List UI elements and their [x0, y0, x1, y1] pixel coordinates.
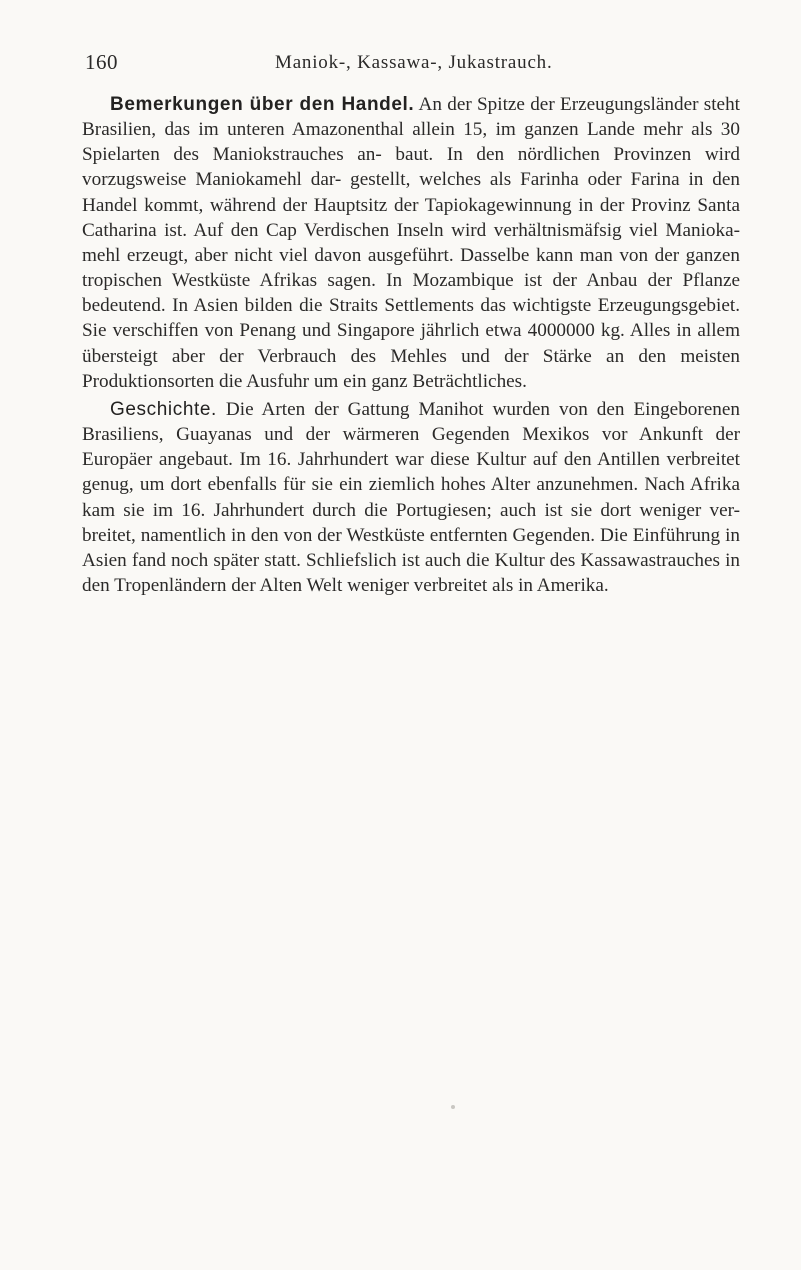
paragraph-trade: [82, 92, 740, 394]
paragraph-history: [82, 397, 740, 598]
running-title: Maniok-, Kassawa-, Jukastrauch.: [275, 52, 553, 73]
running-head: [85, 50, 745, 80]
paragraph-trade-text: An der Spitze der Erzeugungsländer steht Brasilien, das im unteren Amazonenthal allein 15, im ganzen Lande mehr als 30 Spielarten des Maniokstrauches an- baut. In den nördlichen Provinzen wird vorzugsweise Maniokamehl dar- gestellt, welches als Farinha oder Farina in den Handel kommt, während der Hauptsitz der Tapiokagewinnung in der Provinz Santa Catharina ist. Auf den Cap Verdischen Inseln wird verhältnismäfsig viel Manioka- mehl erzeugt, aber nicht viel davon ausgeführt. Dasselbe kann man von der ganzen tropischen Westküste Afrikas sagen. In Mozambique ist der Anbau der Pflanze bedeutend. In Asien bilden die Straits Settlements das wichtigste Erzeugungsgebiet. Sie verschiffen von Penang und Singapore jährlich etwa 4000000 kg. Alles in allem übersteigt aber der Verbrauch des Mehles und der Stärke an den meisten Produktionsorten die Ausfuhr um ein ganz Beträchtliches.: [82, 94, 740, 392]
section-heading-trade: Bemerkungen über den Handel.: [110, 94, 415, 115]
page-number: 160: [85, 50, 118, 74]
section-heading-history: Geschichte.: [110, 398, 217, 420]
body-text: [82, 92, 740, 598]
paragraph-history-text: Die Arten der Gattung Manihot wurden von den Eingeborenen Brasiliens, Guayanas und der wärmeren Gegenden Mexikos vor Ankunft der Europäer angebaut. Im 16. Jahrhundert war diese Kultur auf den Antillen verbreitet genug, um dort ebenfalls für sie ein ziemlich hohes Alter anzunehmen. Nach Afrika kam sie im 16. Jahrhundert durch die Portugiesen; auch ist sie dort weniger ver- breitet, namentlich in den von der Westküste entfernten Gegenden. Die Einführung in Asien fand noch später statt. Schliefslich ist auch die Kultur des Kassawastrauches in den Tropenländern der Alten Welt weniger verbreitet als in Amerika.: [82, 398, 740, 596]
paper-speck: [451, 1105, 455, 1109]
